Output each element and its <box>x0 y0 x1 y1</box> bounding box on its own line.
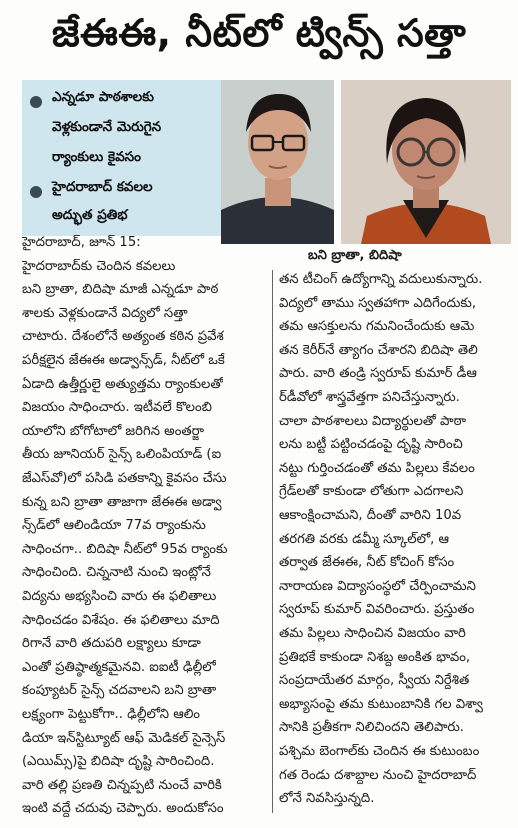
article-line: సాధించగా.. బిదిషా నీట్‌లో 95వ ర్యాంకు <box>22 541 228 557</box>
article-line: లోనే నివసిస్తున్నది. <box>279 791 375 807</box>
article-line: డియా ఇన్‌స్టిట్యూట్ ఆఫ్ మెడికల్ సైన్సెస్ <box>22 730 226 746</box>
article-line: హైదరాబాద్, జూన్ 15: <box>22 235 141 250</box>
article-line: శాలకు వెళ్లకుండానే విద్యలో సత్తా <box>22 305 188 321</box>
article-line: తర్వాత జేఈఈ, నీట్ కోచింగ్ కోసం <box>279 555 455 571</box>
article-line: లను బట్టీ పట్టించడంపై దృష్టి సారించి <box>279 437 463 453</box>
article-line: తమ ఆసక్తులను గమనించేందుకు ఆమె <box>279 319 475 335</box>
article-line: తన కెరీర్‌నే త్యాగం చేశారని బిదిషా తెలి <box>279 342 478 358</box>
highlight-line: ఎన్నడూ పాఠశాలకు <box>52 89 154 105</box>
article-line: సాధించడం విశేషం. ఈ ఫలితాలు మాది <box>22 612 220 628</box>
article-line: సానికి ప్రతీకగా నిలిచిందని తెలిపారు. <box>279 720 464 736</box>
highlight-box <box>22 80 244 236</box>
article-line: నారాయణ విద్యాసంస్థలో చేర్పించామని <box>279 578 476 594</box>
article-line: హైదరాబాద్‌కు చెందిన కవలలు <box>22 258 176 274</box>
article-line: తీయ జూనియర్ సైన్స్ ఒలింపియాడ్ (ఐ <box>22 447 222 463</box>
article-line: గత రెండు దశాబ్దాల నుంచి హైదరాబాద్ <box>279 767 477 783</box>
article-line: యాలోని బోగోటాలో జరిగిన అంతర్జా <box>22 423 204 439</box>
article-line: సంప్రదాయేతర మార్గం, స్వీయ నిర్దేశిత <box>279 673 470 689</box>
photo-bidisha <box>341 80 511 244</box>
bullet-icon <box>30 186 42 198</box>
article-line: (ఎయిమ్స్)పై బిదిషా దృష్టి సారించింది. <box>22 754 215 770</box>
article-line: ఏడాది ఉత్తీర్ణులై అత్యుత్తమ ర్యాంకులతో <box>22 376 224 392</box>
article-line: నట్టు గుర్తించడంతో తమ పిల్లలు కేవలం <box>279 460 475 476</box>
article-line: ఆకాంక్షించామని, దీంతో వారిని 10వ <box>279 508 462 523</box>
headline: జేఈఈ, నీట్‌లో ట్విన్స్ సత్తా <box>51 11 467 55</box>
article-line: అభ్యాసంపై తమ కుటుంబానికి గల విశ్వా <box>279 696 483 712</box>
article-line: చాలా పాఠశాలలు విద్యార్థులతో పాఠా <box>279 413 466 429</box>
article-line: ర్‌డీవోలో శాస్త్రవేత్తగా పనిచేస్తున్నారు. <box>279 390 460 405</box>
article-line: ప్రతిభకే కాకుండా నిశబ్ద అంకిత భావం, <box>279 649 471 665</box>
article-line: బని బ్రాతా, బిదిషా మాజీ ఎన్నడూ పాఠ <box>22 282 219 298</box>
article-line: విద్యను అభ్యసించి వారు ఈ ఫలితాలు <box>22 589 217 604</box>
article-line: జేఎస్‌వో)లో పసిడి పతకాన్ని కైవసం చేసు <box>22 471 227 486</box>
article-line: తమ పిల్లలు సాధించిన విజయం వారి <box>279 626 466 641</box>
article-line: కున్న బని బ్రాతా తాజాగా జేఈఈ అడ్వా <box>22 494 222 510</box>
photo-caption: బని బ్రాతా, బిదిషా <box>308 248 402 263</box>
article-line: సాధించింది. చిన్ననాటి నుంచి ఇంట్లోనే <box>22 565 211 581</box>
article-line: పారు. వారి తండ్రి స్వరూప్ కుమార్ డీఆ <box>279 366 477 382</box>
article-line: విద్యలో తాము స్వతహాగా ఎదిగేందుకు, <box>279 295 477 311</box>
article-line: స్వరూప్ కుమార్ వివరించారు. ప్రస్తుతం <box>279 602 475 618</box>
highlight-line: అద్భుత ప్రతిభ <box>52 207 128 223</box>
article-line: విజయం సాధించారు. ఇటీవలే కొలంబి <box>22 400 212 416</box>
article-column-right <box>272 270 515 813</box>
article-line: ఇంటి వద్దే చదువు చెప్పారు. అందుకోసం <box>22 801 224 817</box>
article-line: వారి తల్లి ప్రణతి చిన్నప్పటి నుంచే వారికి <box>22 777 222 793</box>
highlight-line: ర్యాంకులు కైవసం <box>52 149 142 165</box>
bullet-icon <box>30 96 42 108</box>
article-line: ఎంతో ప్రతిష్ఠాత్మకమైనవి. ఐఐటీ ఢిల్లీలో <box>22 659 216 675</box>
article-line: తన టీచింగ్ ఉద్యోగాన్ని వదులుకున్నారు. <box>279 272 483 287</box>
article-line: కంప్యూటర్ సైన్స్ చదవాలని బని బ్రాతా <box>22 683 217 699</box>
photo-bani-bratha <box>221 80 334 244</box>
highlight-line: హైదరాబాద్ కవలల <box>52 179 153 195</box>
article-line: పరీక్షలైన జేఈఈ అడ్వాన్స్‌డ్, నీట్‌లో ఒకే <box>22 353 225 368</box>
article-line: రిగానే వారి తదుపరి లక్ష్యాలు కూడా <box>22 636 201 652</box>
article-line: చాటారు. దేశంలోనే అత్యంత కఠిన ప్రవేశ <box>22 329 224 345</box>
article-line: తరగతి వరకు డమ్మీ స్కూల్‌లో, ఆ <box>279 531 450 547</box>
article-line: న్స్‌డ్‌లో ఆలిండియా 77వ ర్యాంకును <box>22 518 206 534</box>
article-line: గ్రేడ్‌లతో కాకుండా లోతుగా ఎదగాలని <box>279 484 464 500</box>
highlight-line: వెళ్లకుండానే మెరుగైన <box>52 119 162 135</box>
article-line: పశ్చిమ బెంగాల్‌కు చెందిన ఈ కుటుంబం <box>279 744 480 759</box>
article-line: లక్ష్యంగా పెట్టుకోగా.. ఢిల్లీలోని ఆలిం <box>22 707 200 722</box>
